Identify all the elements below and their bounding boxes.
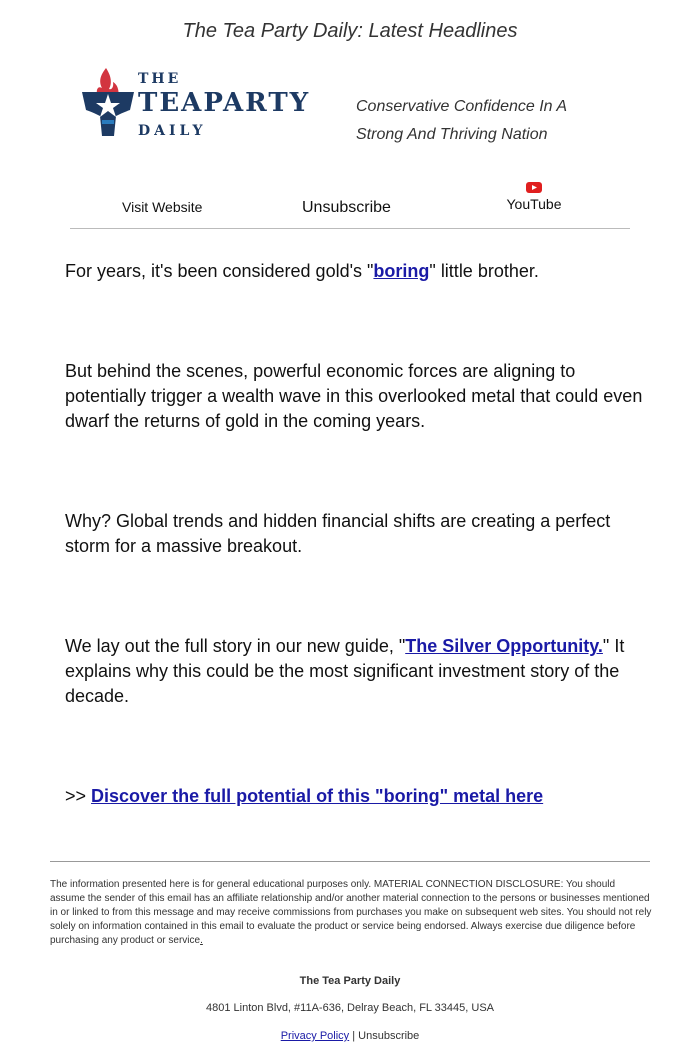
tagline-line-1: Conservative Confidence In A xyxy=(356,98,568,115)
youtube-label: YouTube xyxy=(506,196,562,212)
cta-prefix: >> xyxy=(65,786,92,806)
logo-text-teaparty: TEAPARTY xyxy=(138,88,311,118)
disclaimer-end: . xyxy=(200,935,203,946)
header-divider xyxy=(70,228,630,229)
logo-text-daily: DAILY xyxy=(138,123,207,139)
footer-links xyxy=(0,1030,700,1042)
cta-paragraph xyxy=(65,784,645,809)
disclaimer-text xyxy=(50,878,652,948)
footer-company-name: The Tea Party Daily xyxy=(299,975,401,987)
email-header-title: The Tea Party Daily: Latest Headlines xyxy=(182,20,518,42)
youtube-link[interactable] xyxy=(500,182,568,212)
tea-party-daily-logo[interactable] xyxy=(80,64,332,142)
paragraph-4 xyxy=(65,634,645,709)
youtube-icon xyxy=(526,182,542,193)
logo-text-the: THE xyxy=(138,71,182,87)
paragraph-4-start: We lay out the full story in our new guide, " xyxy=(65,636,406,656)
paragraph-1-end: " little brother. xyxy=(429,261,539,281)
footer-divider xyxy=(50,861,650,862)
privacy-policy-link[interactable]: Privacy Policy xyxy=(280,1030,350,1042)
boring-link[interactable]: boring xyxy=(373,261,430,281)
paragraph-2: But behind the scenes, powerful economic forces are aligning to potentially trigger a wealth wave in this overlooked metal that could even dwarf the returns of gold in the coming years. xyxy=(65,361,643,431)
visit-website-link[interactable]: Visit Website xyxy=(122,199,203,215)
tagline-line-2: Strong And Thriving Nation xyxy=(356,126,548,143)
footer-address: 4801 Linton Blvd, #11A-636, Delray Beach, FL 33445, USA xyxy=(205,1002,494,1014)
discover-metal-link[interactable]: Discover the full potential of this "boring" metal here xyxy=(91,786,544,806)
tagline xyxy=(356,93,616,149)
footer-unsubscribe-link[interactable]: Unsubscribe xyxy=(358,1030,420,1042)
disclaimer-body: The information presented here is for general educational purposes only. MATERIAL CONNECTION DISCLOSURE: You should assume the sender of this email has an affiliate relationship and/or another material connection to the persons or businesses mentioned in or linked to from this message and may receive commissions from purchases you make on subsequent web sites. You should not rely solely on information contained in this email to evaluate the product or service being endorsed. Always exercise due diligence before purchasing any product or service xyxy=(50,879,652,946)
silver-opportunity-link[interactable]: The Silver Opportunity. xyxy=(405,636,603,656)
paragraph-1 xyxy=(65,259,645,284)
paragraph-3: Why? Global trends and hidden financial shifts are creating a perfect storm for a massive breakout. xyxy=(65,511,611,556)
paragraph-1-start: For years, it's been considered gold's " xyxy=(65,261,374,281)
unsubscribe-link[interactable]: Unsubscribe xyxy=(302,199,391,216)
paragraph-4-end: " It explains why this could be the most significant investment story of the decade. xyxy=(65,636,625,706)
torch-star-logo-icon xyxy=(80,64,136,142)
footer-separator: | xyxy=(349,1030,359,1042)
